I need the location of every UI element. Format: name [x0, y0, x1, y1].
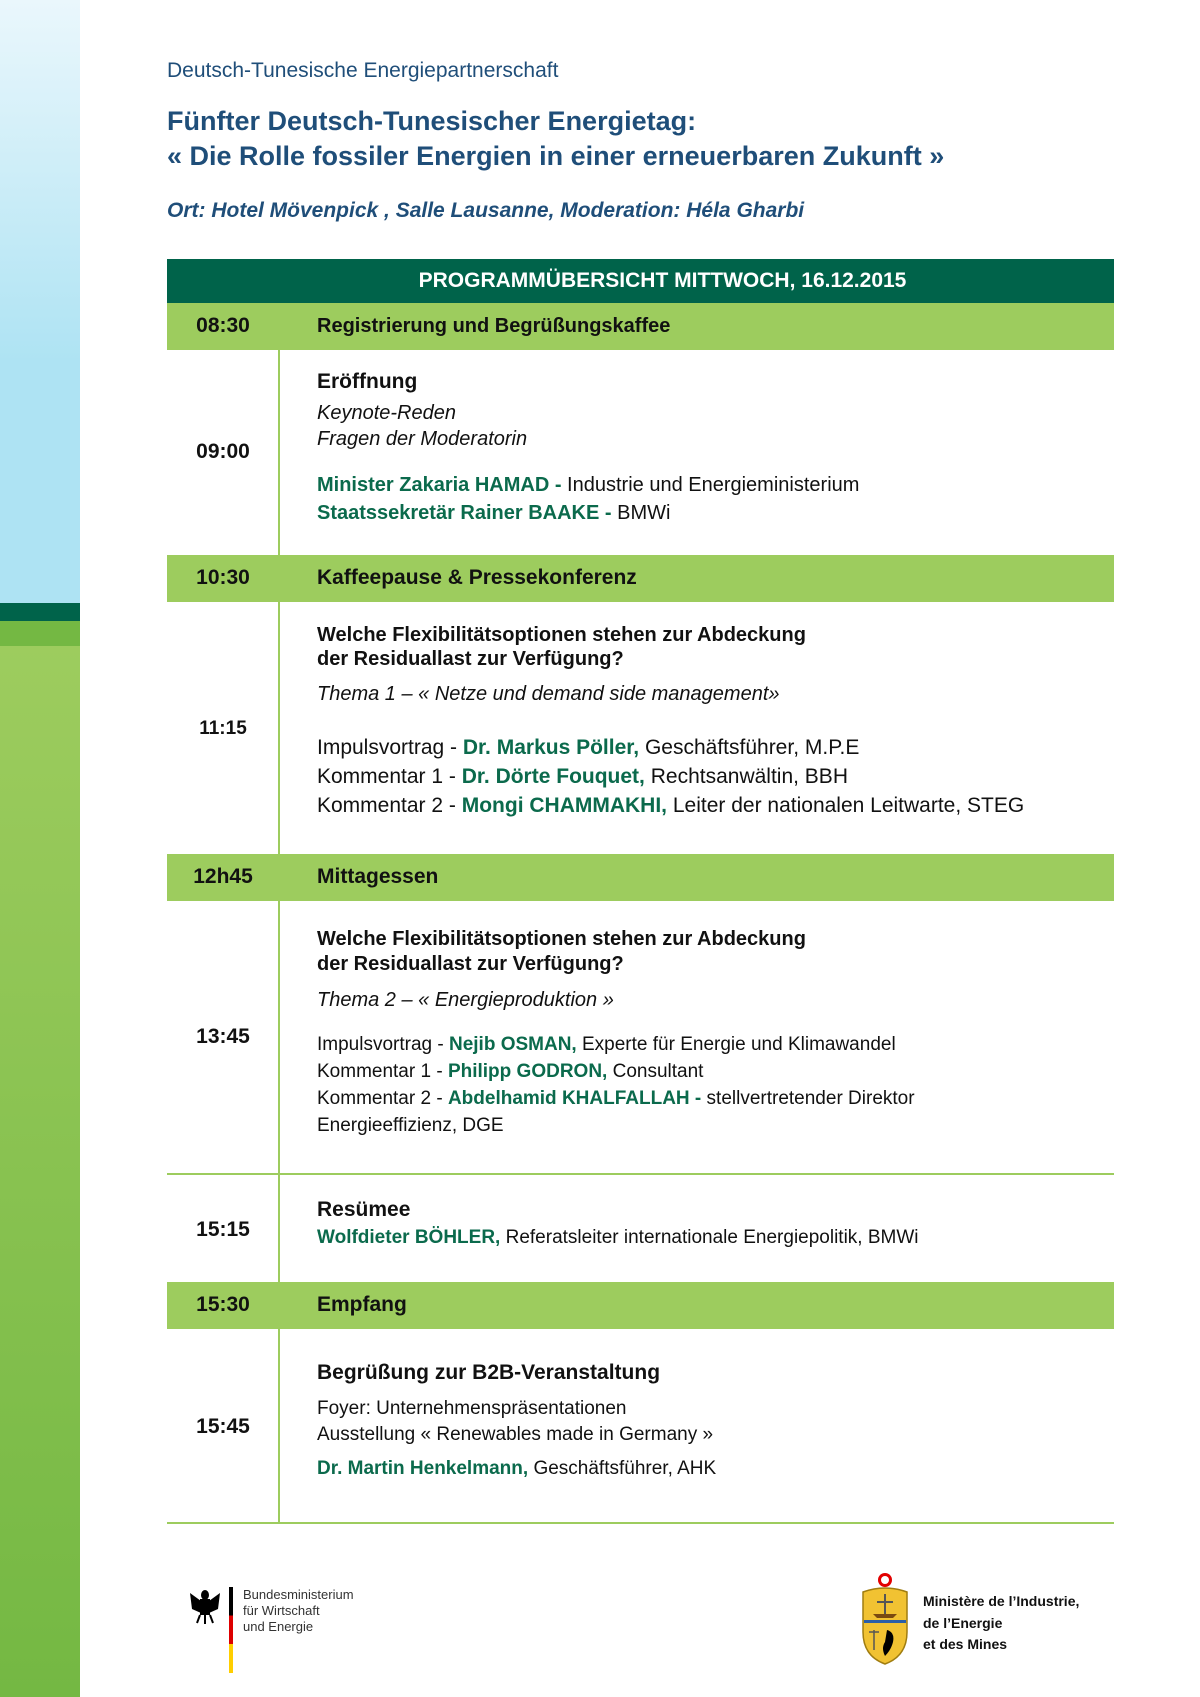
line: Foyer: Unternehmenspräsentationen	[317, 1398, 627, 1419]
program-heading-bar: PROGRAMMÜBERSICHT MITTWOCH, 16.12.2015	[167, 259, 1114, 303]
title-1530: Empfang	[317, 1293, 407, 1316]
speaker-name: Dr. Martin Henkelmann,	[317, 1458, 529, 1479]
speaker-role-label: Kommentar 2 -	[317, 1088, 448, 1109]
title-line-2: « Die Rolle fossiler Energien in einer erneuerbaren Zukunft »	[167, 141, 945, 171]
time-1030: 10:30	[196, 566, 250, 589]
title-1345-2: der Residuallast zur Verfügung?	[317, 953, 624, 975]
title-1515: Resümee	[317, 1198, 411, 1221]
speaker	[317, 1033, 896, 1057]
speaker-name: Mongi CHAMMAKHI,	[461, 794, 668, 817]
speaker-name: Minister Zakaria HAMAD -	[317, 474, 562, 496]
time-1530: 15:30	[196, 1293, 250, 1316]
time-0900: 09:00	[196, 440, 250, 463]
speaker-name: Wolfdieter BÖHLER,	[317, 1227, 501, 1248]
time-1115: 11:15	[199, 718, 247, 739]
speaker-role: Geschäftsführer, AHK	[528, 1458, 717, 1479]
title-1345-1: Welche Flexibilitätsoptionen stehen zur Abdeckung	[317, 928, 806, 950]
speaker	[317, 501, 670, 525]
title-line-1: Fünfter Deutsch-Tunesischer Energietag:	[167, 106, 697, 136]
speaker	[317, 1457, 716, 1481]
speaker-name: Dr. Markus Pöller,	[462, 736, 640, 759]
speaker-role-label: Kommentar 2 -	[317, 794, 462, 817]
speaker-role-label: Impulsvortrag -	[317, 736, 463, 759]
divider	[167, 1173, 1114, 1175]
title-0830: Registrierung und Begrüßungskaffee	[317, 315, 671, 337]
line: Fragen der Moderatorin	[317, 428, 528, 450]
speaker-name: Dr. Dörte Fouquet,	[461, 765, 645, 788]
header-subtitle: Deutsch-Tunesische Energiepartnerschaft	[167, 59, 559, 82]
line: Ausstellung « Renewables made in Germany »	[317, 1424, 714, 1445]
speaker-name: Philipp GODRON,	[447, 1061, 608, 1082]
theme: Thema 1 – « Netze und demand side management»	[317, 683, 780, 705]
speaker-name: Nejib OSMAN,	[448, 1034, 577, 1055]
speaker-name: Staatssekretär Rainer BAAKE -	[317, 502, 612, 524]
speaker	[317, 765, 848, 789]
flag-bar	[229, 1587, 233, 1673]
speaker	[317, 1087, 915, 1111]
sidebar-mid-band	[0, 621, 80, 646]
tn-text-3: et des Mines	[923, 1636, 1008, 1652]
line: Keynote-Reden	[317, 402, 456, 424]
row-1245	[167, 854, 1114, 901]
speaker-role: Consultant	[607, 1061, 704, 1082]
speaker-role: Referatsleiter internationale Energiepolitik, BMWi	[500, 1227, 919, 1248]
title-1115-2: der Residuallast zur Verfügung?	[317, 648, 624, 670]
time-1345: 13:45	[196, 1025, 250, 1048]
time-1515: 15:15	[196, 1218, 250, 1241]
speaker	[317, 794, 1024, 818]
speaker	[317, 1060, 703, 1084]
tunisia-emblem-icon	[857, 1572, 913, 1666]
sidebar-blue	[0, 0, 80, 603]
speaker	[317, 473, 859, 497]
time-1245: 12h45	[193, 865, 253, 888]
title-1115-1: Welche Flexibilitätsoptionen stehen zur Abdeckung	[317, 624, 806, 646]
time-1545: 15:45	[196, 1415, 250, 1438]
speaker-name: Abdelhamid KHALFALLAH -	[447, 1088, 702, 1109]
title-1545: Begrüßung zur B2B-Veranstaltung	[317, 1361, 661, 1384]
sidebar-green	[0, 646, 80, 1697]
title-1030: Kaffeepause & Pressekonferenz	[317, 566, 637, 589]
theme: Thema 2 – « Energieproduktion »	[317, 989, 614, 1011]
eagle-icon	[188, 1587, 222, 1625]
sidebar-dark-band	[0, 603, 80, 621]
bmwi-text-2: für Wirtschaft	[243, 1603, 320, 1618]
location: Ort: Hotel Mövenpick , Salle Lausanne, Moderation: Héla Gharbi	[167, 199, 805, 222]
divider	[167, 1522, 1114, 1524]
title-1245: Mittagessen	[317, 865, 439, 888]
tunisia-ministry-logo	[857, 1572, 1117, 1667]
tn-text-1: Ministère de l’Industrie,	[923, 1593, 1080, 1609]
speaker-role: Rechtsanwältin, BBH	[644, 765, 848, 788]
speaker	[317, 736, 859, 760]
speaker-role: Geschäftsführer, M.P.E	[639, 736, 860, 759]
title-0900: Eröffnung	[317, 370, 418, 393]
tn-text-2: de l’Energie	[923, 1615, 1003, 1631]
time-0830: 08:30	[196, 314, 250, 337]
speaker-role-label: Impulsvortrag -	[317, 1034, 449, 1055]
speaker-role: Experte für Energie und Klimawandel	[576, 1034, 896, 1055]
speaker-role-label: Kommentar 1 -	[317, 765, 462, 788]
speaker-role: BMWi	[611, 502, 671, 524]
bmwi-text-3: und Energie	[243, 1619, 314, 1634]
speaker-role: Industrie und Energieministerium	[561, 474, 860, 496]
row-1530	[167, 1282, 1114, 1329]
speaker-role-label: Kommentar 1 -	[317, 1061, 448, 1082]
speaker-role-cont: Energieeffizienz, DGE	[317, 1115, 504, 1136]
bmwi-text-1: Bundesministerium	[243, 1587, 354, 1602]
speaker	[317, 1226, 919, 1250]
speaker-role: Leiter der nationalen Leitwarte, STEG	[667, 794, 1025, 817]
bmwi-logo	[188, 1585, 368, 1675]
speaker-role: stellvertretender Direktor	[701, 1088, 915, 1109]
row-1030	[167, 555, 1114, 602]
